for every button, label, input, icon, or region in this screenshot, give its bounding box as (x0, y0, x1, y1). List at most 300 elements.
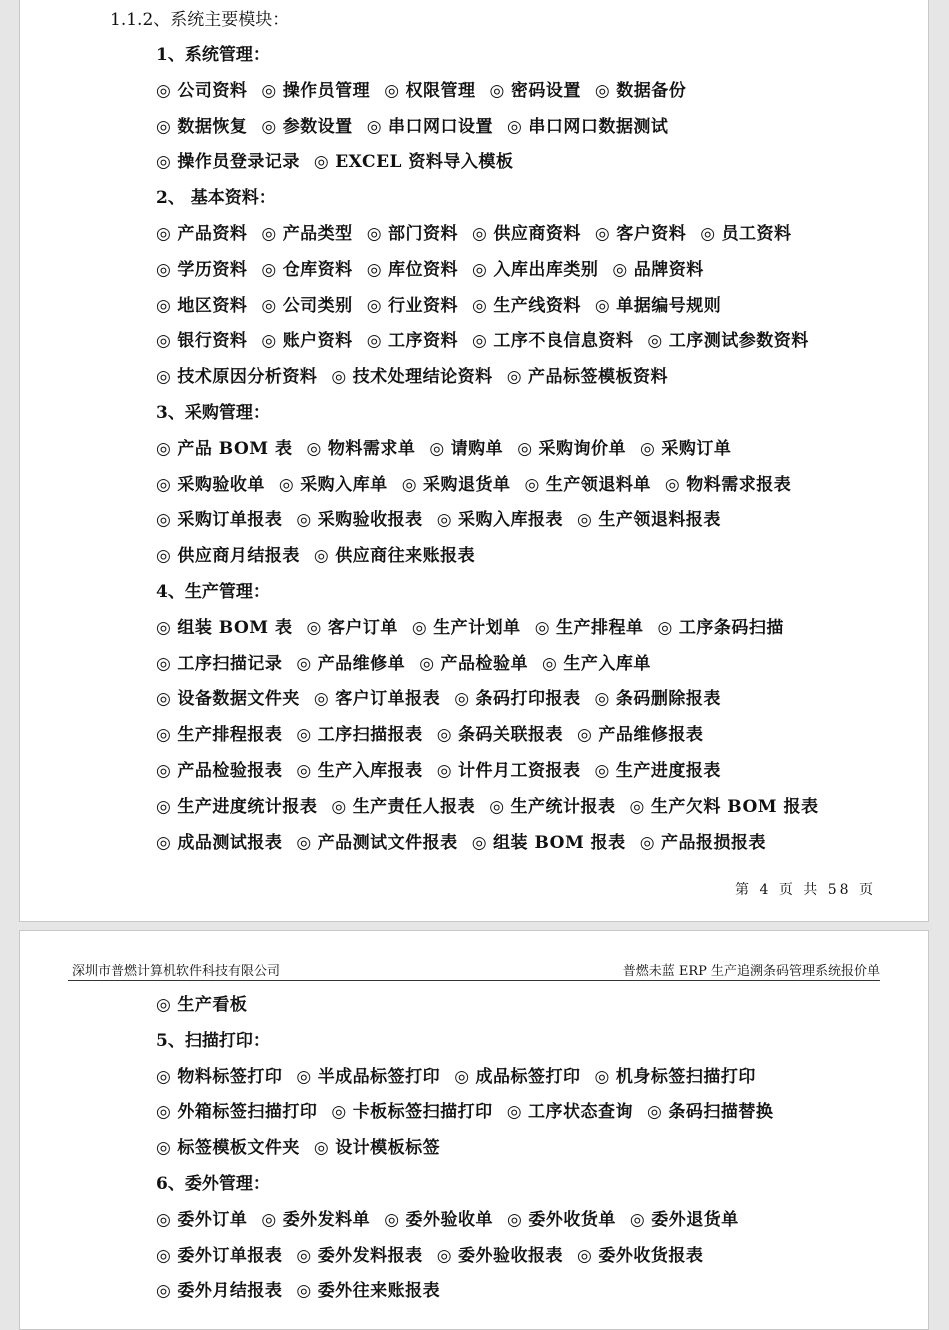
bullet-icon: ◎ (156, 689, 172, 710)
module-item-label: 委外发料报表 (317, 1245, 423, 1266)
bullet-icon: ◎ (647, 331, 663, 352)
bullet-icon: ◎ (278, 474, 295, 495)
bullet-icon: ◎ (594, 761, 610, 781)
module-item (647, 1097, 773, 1122)
module-item-label: 操作员管理 (282, 80, 371, 101)
module-item (472, 326, 633, 351)
bullet-icon: ◎ (296, 832, 312, 853)
module-item (630, 1205, 739, 1230)
module-group-title: 6、委外管理： (156, 1174, 270, 1194)
module-item (437, 505, 563, 530)
module-item (296, 1062, 440, 1087)
module-item (535, 613, 644, 638)
bullet-icon: ◎ (594, 1066, 610, 1087)
module-group-title: 5、扫描打印： (156, 1030, 270, 1051)
module-item-label: 产品报损报表 (661, 832, 767, 853)
module-item (595, 291, 721, 316)
module-item (507, 112, 668, 137)
module-item (331, 1097, 492, 1122)
module-item (429, 434, 503, 459)
bullet-icon: ◎ (156, 653, 172, 674)
module-item (437, 1241, 563, 1266)
module-item-label: 条码关联报表 (458, 725, 564, 746)
module-item-label: 工序测试参数资料 (668, 331, 809, 352)
bullet-icon: ◎ (594, 689, 610, 710)
module-item-label: 生产进度报表 (615, 761, 721, 781)
module-item (156, 828, 282, 853)
module-item-label: 条码扫描替换 (668, 1102, 774, 1123)
module-item-label: 条码打印报表 (475, 689, 581, 710)
module-item-label: 串口网口设置 (388, 116, 494, 137)
module-item-label: 员工资料 (721, 224, 792, 244)
module-item-label: 卡板标签扫描打印 (352, 1102, 493, 1123)
bullet-icon: ◎ (313, 689, 330, 710)
module-item (489, 792, 615, 817)
module-item (437, 720, 563, 745)
bullet-icon: ◎ (507, 116, 523, 137)
module-item (437, 756, 581, 781)
module-item (612, 255, 703, 280)
bullet-icon: ◎ (156, 510, 172, 531)
bullet-icon: ◎ (411, 617, 428, 638)
bullet-icon: ◎ (156, 224, 172, 244)
bullet-icon: ◎ (506, 1102, 523, 1123)
module-row (156, 1097, 787, 1122)
module-item (156, 1062, 282, 1087)
module-item (296, 1276, 440, 1301)
module-row (156, 147, 527, 172)
module-item-label: 品牌资料 (633, 259, 704, 280)
module-item (630, 792, 819, 817)
module-item (307, 613, 398, 638)
module-item-label: 条码删除报表 (615, 689, 721, 710)
bullet-icon: ◎ (261, 295, 277, 316)
module-item-label: 工序扫描报表 (317, 725, 423, 746)
module-item (156, 684, 300, 709)
bullet-icon: ◎ (419, 653, 435, 674)
bullet-icon: ◎ (524, 474, 540, 495)
module-item (261, 326, 352, 351)
module-row (156, 828, 780, 853)
module-item (367, 255, 458, 280)
module-row (156, 792, 833, 817)
module-item (261, 1205, 370, 1230)
module-item (156, 362, 317, 387)
bullet-icon: ◎ (700, 224, 716, 244)
bullet-icon: ◎ (629, 1209, 646, 1230)
module-item-label: 公司类别 (282, 295, 353, 316)
module-item (314, 1133, 440, 1158)
module-item-label: 委外退货单 (651, 1209, 739, 1230)
module-item-label: 采购入库报表 (458, 510, 564, 531)
module-item (156, 1276, 282, 1301)
module-item (261, 255, 352, 280)
module-group-title: 4、生产管理： (156, 582, 270, 602)
module-item-label: 生产排程报表 (177, 725, 283, 746)
module-item (595, 219, 686, 244)
module-item (542, 649, 651, 674)
module-row (156, 1205, 753, 1230)
bullet-icon: ◎ (577, 725, 593, 746)
bullet-icon: ◎ (384, 1209, 400, 1230)
module-item (156, 326, 247, 351)
module-item-label: 设备数据文件夹 (177, 689, 300, 710)
module-row (156, 219, 806, 244)
module-row (156, 1276, 454, 1301)
bullet-icon: ◎ (489, 80, 505, 101)
section-heading: 1.1.2、系统主要模块： (110, 10, 290, 30)
bullet-icon: ◎ (313, 546, 330, 567)
module-row (156, 112, 682, 137)
module-row (156, 76, 700, 101)
header-rule (68, 980, 880, 981)
module-row (156, 1133, 454, 1158)
bullet-icon: ◎ (156, 1138, 172, 1159)
module-row (156, 362, 682, 387)
module-item-label: 单据编号规则 (616, 295, 722, 316)
document-page-5 (19, 930, 929, 1330)
bullet-icon: ◎ (542, 653, 558, 674)
header-document-title: 普燃未蓝 ERP 生产追溯条码管理系统报价单 (622, 964, 880, 979)
module-item-label: 组装 BOM 表 (177, 617, 293, 638)
module-item-label: 工序条码扫描 (678, 617, 784, 638)
module-item-label: 采购入库单 (300, 474, 388, 495)
module-item-label: 公司资料 (177, 80, 248, 101)
module-item-label: 标签模板文件夹 (177, 1138, 300, 1159)
module-item (595, 1062, 756, 1087)
module-item (314, 147, 514, 172)
bullet-icon: ◎ (629, 796, 645, 817)
module-item (156, 1241, 282, 1266)
module-item (384, 76, 475, 101)
module-item-label: 技术处理结论资料 (352, 367, 493, 388)
bullet-icon: ◎ (366, 259, 383, 280)
module-item-label: 仓库资料 (282, 259, 353, 280)
module-item-label: 生产统计报表 (510, 796, 616, 817)
bullet-icon: ◎ (156, 80, 172, 101)
module-item-label: 供应商往来账报表 (335, 546, 476, 567)
module-item (507, 1097, 633, 1122)
module-item (595, 684, 721, 709)
module-item-label: 组装 BOM 报表 (493, 832, 626, 853)
module-item-label: 权限管理 (405, 80, 476, 101)
bullet-icon: ◎ (156, 761, 172, 781)
bullet-icon: ◎ (534, 617, 551, 638)
module-item-label: 生产入库报表 (317, 761, 423, 781)
bullet-icon: ◎ (366, 331, 383, 352)
module-item (658, 613, 784, 638)
module-item-label: 库位资料 (388, 259, 459, 280)
module-row (156, 649, 665, 674)
bullet-icon: ◎ (366, 116, 383, 137)
bullet-icon: ◎ (156, 152, 172, 173)
module-item-label: 串口网口数据测试 (528, 116, 669, 137)
module-item-label: 委外订单报表 (177, 1245, 283, 1266)
module-item-label: 产品资料 (177, 224, 248, 244)
module-item-label: 数据备份 (616, 80, 687, 101)
bullet-icon: ◎ (436, 725, 453, 746)
module-item (261, 291, 352, 316)
module-item (517, 434, 626, 459)
bullet-icon: ◎ (261, 259, 277, 280)
module-row (156, 1062, 770, 1087)
module-item (156, 1133, 300, 1158)
module-item (454, 684, 580, 709)
module-item-label: 采购退货单 (423, 474, 511, 495)
module-item (156, 470, 265, 495)
bullet-icon: ◎ (664, 474, 681, 495)
bullet-icon: ◎ (156, 438, 172, 459)
bullet-icon: ◎ (156, 1102, 172, 1123)
module-item (472, 219, 581, 244)
module-item-label: 地区资料 (177, 295, 248, 316)
bullet-icon: ◎ (296, 653, 312, 674)
module-item-label: 委外发料单 (282, 1209, 371, 1230)
bullet-icon: ◎ (313, 1138, 330, 1159)
page-number: 第 4 页 共 58 页 (735, 882, 876, 898)
module-item (296, 649, 405, 674)
module-item (156, 649, 282, 674)
bullet-icon: ◎ (306, 438, 322, 459)
module-item (367, 291, 458, 316)
bullet-icon: ◎ (401, 474, 418, 495)
module-row (156, 505, 735, 530)
bullet-icon: ◎ (296, 1245, 312, 1266)
module-item (507, 1205, 616, 1230)
bullet-icon: ◎ (156, 832, 172, 853)
bullet-icon: ◎ (296, 1281, 312, 1302)
module-item (490, 76, 581, 101)
module-item-label: 操作员登录记录 (177, 152, 300, 173)
module-item (296, 505, 422, 530)
module-item-label: 部门资料 (388, 224, 459, 244)
module-item (296, 1241, 422, 1266)
module-group-title: 1、系统管理： (156, 45, 270, 65)
bullet-icon: ◎ (366, 295, 383, 316)
module-item-label: 成品测试报表 (177, 832, 283, 853)
module-item (577, 505, 721, 530)
bullet-icon: ◎ (261, 80, 277, 101)
module-item-label: 客户订单报表 (335, 689, 441, 710)
module-item-label: 账户资料 (282, 331, 353, 352)
module-item (156, 1205, 247, 1230)
module-item-label: 采购验收单 (177, 474, 265, 495)
module-item-label: 委外验收单 (405, 1209, 494, 1230)
module-item-label: 物料需求单 (327, 438, 416, 459)
bullet-icon: ◎ (506, 367, 523, 388)
module-row (156, 756, 735, 781)
module-item-label: EXCEL 资料导入模板 (335, 152, 514, 173)
module-item-label: 行业资料 (388, 295, 459, 316)
module-item-label: 生产看板 (177, 995, 248, 1015)
module-row (156, 1241, 717, 1266)
module-row (156, 255, 718, 280)
bullet-icon: ◎ (156, 1209, 172, 1230)
bullet-icon: ◎ (156, 796, 172, 817)
module-item-label: 生产欠料 BOM 报表 (650, 796, 819, 817)
module-item-label: 生产进度统计报表 (177, 796, 318, 817)
module-item (640, 434, 731, 459)
bullet-icon: ◎ (454, 1066, 470, 1087)
module-item-label: 采购订单 (661, 438, 732, 459)
header-company: 深圳市普燃计算机软件科技有限公司 (72, 964, 281, 979)
module-row (156, 990, 261, 1015)
module-item (412, 613, 521, 638)
module-item (279, 470, 388, 495)
module-item-label: 产品测试文件报表 (317, 832, 458, 853)
module-item-label: 机身标签扫描打印 (615, 1066, 756, 1087)
bullet-icon: ◎ (156, 474, 172, 495)
bullet-icon: ◎ (156, 295, 172, 316)
bullet-icon: ◎ (507, 1209, 523, 1230)
bullet-icon: ◎ (436, 1245, 453, 1266)
module-item (700, 219, 791, 244)
module-row (156, 684, 735, 709)
bullet-icon: ◎ (156, 725, 172, 746)
bullet-icon: ◎ (156, 617, 172, 638)
module-item-label: 生产计划单 (433, 617, 521, 638)
module-item-label: 设计模板标签 (335, 1138, 441, 1159)
module-item-label: 物料需求报表 (686, 474, 792, 495)
module-item-label: 生产排程单 (556, 617, 644, 638)
bullet-icon: ◎ (156, 1245, 172, 1266)
document-page-4 (19, 0, 929, 922)
module-item (367, 219, 458, 244)
module-item-label: 客户资料 (616, 224, 687, 244)
module-group-title: 3、采购管理： (156, 403, 270, 423)
module-item-label: 委外往来账报表 (317, 1281, 441, 1302)
bullet-icon: ◎ (472, 259, 488, 280)
module-item-label: 物料标签打印 (177, 1066, 283, 1087)
bullet-icon: ◎ (261, 1209, 277, 1230)
bullet-icon: ◎ (156, 546, 172, 567)
module-item (261, 219, 352, 244)
module-item (472, 291, 581, 316)
bullet-icon: ◎ (261, 116, 277, 137)
bullet-icon: ◎ (156, 1066, 172, 1087)
module-item-label: 生产线资料 (493, 295, 581, 316)
bullet-icon: ◎ (366, 224, 383, 244)
module-item (472, 255, 598, 280)
bullet-icon: ◎ (639, 832, 656, 853)
module-row (156, 613, 798, 638)
module-item-label: 工序状态查询 (528, 1102, 634, 1123)
module-item (367, 326, 458, 351)
module-item-label: 客户订单 (327, 617, 398, 638)
module-item-label: 计件月工资报表 (458, 761, 581, 781)
module-item-label: 采购订单报表 (177, 510, 283, 531)
module-item (156, 76, 247, 101)
module-item-label: 参数设置 (282, 116, 353, 137)
module-item-label: 产品检验单 (440, 653, 529, 674)
module-item (472, 828, 626, 853)
bullet-icon: ◎ (436, 761, 453, 781)
module-item (156, 990, 247, 1015)
module-item (384, 1205, 493, 1230)
module-item (156, 1097, 317, 1122)
bullet-icon: ◎ (429, 438, 445, 459)
module-item-label: 产品维修单 (317, 653, 406, 674)
module-item-label: 采购询价单 (538, 438, 627, 459)
module-item-label: 委外收货单 (528, 1209, 616, 1230)
module-item-label: 委外收货报表 (598, 1245, 704, 1266)
module-item (577, 1241, 703, 1266)
module-item-label: 生产责任人报表 (352, 796, 476, 817)
module-item-label: 产品 BOM 表 (177, 438, 293, 459)
module-item (314, 541, 475, 566)
module-item-label: 产品维修报表 (598, 725, 704, 746)
bullet-icon: ◎ (156, 116, 172, 137)
module-item (156, 434, 293, 459)
module-item (595, 76, 686, 101)
module-item-label: 委外验收报表 (458, 1245, 564, 1266)
module-row (156, 470, 805, 495)
module-item-label: 委外订单 (177, 1209, 248, 1230)
bullet-icon: ◎ (156, 367, 172, 388)
module-item-label: 密码设置 (510, 80, 581, 101)
module-item (314, 684, 440, 709)
bullet-icon: ◎ (612, 259, 628, 280)
module-item (156, 505, 282, 530)
module-item (507, 362, 668, 387)
module-item (156, 541, 300, 566)
bullet-icon: ◎ (489, 796, 505, 817)
module-item-label: 委外月结报表 (177, 1281, 283, 1302)
module-item-label: 技术原因分析资料 (177, 367, 318, 388)
module-row (156, 720, 717, 745)
module-item (156, 291, 247, 316)
module-item-label: 采购验收报表 (317, 510, 423, 531)
bullet-icon: ◎ (296, 725, 312, 746)
module-item (261, 112, 352, 137)
bullet-icon: ◎ (296, 1066, 312, 1087)
bullet-icon: ◎ (156, 331, 172, 352)
bullet-icon: ◎ (594, 295, 611, 316)
bullet-icon: ◎ (261, 331, 277, 352)
module-item-label: 学历资料 (177, 259, 248, 280)
module-item (156, 756, 282, 781)
module-item (156, 255, 247, 280)
bullet-icon: ◎ (647, 1102, 663, 1123)
bullet-icon: ◎ (471, 832, 488, 853)
bullet-icon: ◎ (261, 224, 277, 244)
bullet-icon: ◎ (657, 617, 673, 638)
module-item-label: 产品标签模板资料 (528, 367, 669, 388)
module-group-title: 2、 基本资料： (156, 188, 276, 209)
bullet-icon: ◎ (436, 510, 453, 531)
module-item (665, 470, 791, 495)
bullet-icon: ◎ (331, 796, 347, 817)
bullet-icon: ◎ (454, 689, 470, 710)
bullet-icon: ◎ (384, 80, 400, 101)
module-item (261, 76, 370, 101)
bullet-icon: ◎ (156, 259, 172, 280)
module-item (647, 326, 808, 351)
module-item-label: 请购单 (450, 438, 504, 459)
module-item (156, 112, 247, 137)
module-item (307, 434, 416, 459)
module-item (419, 649, 528, 674)
bullet-icon: ◎ (640, 438, 656, 459)
module-item (296, 756, 422, 781)
module-item (367, 112, 493, 137)
bullet-icon: ◎ (472, 331, 488, 352)
module-item (331, 792, 475, 817)
module-item-label: 入库出库类别 (493, 259, 599, 280)
bullet-icon: ◎ (331, 1102, 347, 1123)
module-item-label: 数据恢复 (177, 116, 248, 137)
module-item (156, 720, 282, 745)
